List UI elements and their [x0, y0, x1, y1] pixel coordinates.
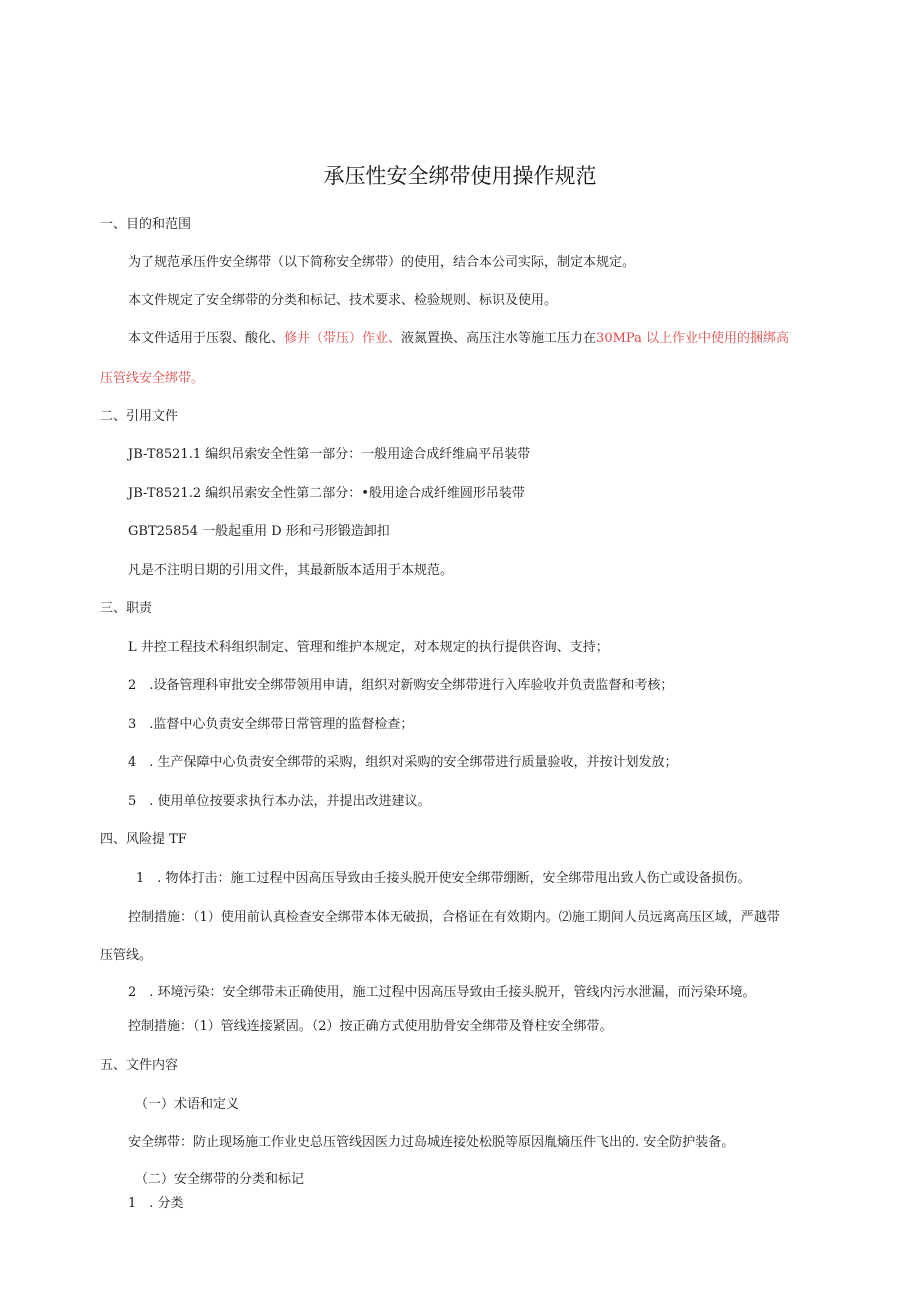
section-heading-content: 五、文件内容: [100, 1058, 179, 1073]
list-item: 3 .监督中心负责安全绑带日常管理的监督检查；: [128, 717, 414, 732]
section-heading-references: 二、引用文件: [100, 409, 179, 424]
paragraph: 本文件规定了安全绑带的分类和标记、技术要求、检验规则、标识及使用。: [128, 293, 558, 308]
text-run: 本文件适用于压裂、酸化、: [128, 331, 285, 346]
section-heading-risks: 四、风险提 TF: [100, 832, 187, 847]
text-run: 液氮置换、高压注水等施工压力在: [401, 331, 597, 346]
paragraph: 凡是不注明日期的引用文件，其最新版本适用于本规范。: [128, 563, 454, 578]
highlighted-text: 30MPa 以上作业中使用的捆绑高: [596, 331, 789, 346]
section-heading-purpose: 一、目的和范围: [100, 217, 192, 232]
list-item: L 井控工程技术科组织制定、管理和维护本规定，对本规定的执行提供咨询、支持；: [128, 640, 609, 655]
list-item: 2 . 环境污染：安全绑带未正确使用，施工过程中因高压导致由壬接头脱开，管线内污水泄漏，而污染环境。: [128, 985, 756, 1000]
page-title: 承压性安全绑带使用操作规范: [323, 164, 597, 188]
paragraph: 控制措施：（1）使用前认真检查安全绑带本体无破损，合格证在有效期内。⑵施工期间人员远离高压区域，严越带: [128, 910, 780, 925]
reference-item: GBT25854 一般起重用 D 形和弓形锻造卸扣: [128, 524, 390, 539]
highlighted-text: 修井（带压）作业、: [284, 331, 402, 346]
section-heading-duties: 三、职责: [100, 601, 153, 616]
paragraph: 压管线。: [100, 948, 153, 963]
reference-item: JB-T8521.2 编织吊索安全性第二部分：•般用途合成纤维圆形吊装带: [128, 486, 525, 501]
list-item: 5 . 使用单位按要求执行本办法，并提出改进建议。: [128, 794, 431, 809]
list-item: 1 . 物体打击：施工过程中因高压导致由壬接头脱开使安全绑带绷断，安全绑带甩出致人伤亡或设备损伤。: [136, 871, 751, 886]
subsection-heading: （一）术语和定义: [135, 1097, 240, 1112]
paragraph: 控制措施：（1）管线连接紧固。（2）按正确方式使用肋骨安全绑带及脊柱安全绑带。: [128, 1019, 613, 1034]
highlighted-text: 压管线安全绑带。: [100, 371, 205, 386]
subsection-heading: （二）安全绑带的分类和标记: [135, 1172, 305, 1187]
list-item: 1 . 分类: [128, 1196, 184, 1211]
list-item: 2 .设备管理科审批安全绑带领用申请，组织对新购安全绑带进行入库验收并负责监督和考核；: [128, 678, 674, 693]
paragraph-scope: [128, 330, 789, 348]
list-item: 4 . 生产保障中心负责安全绑带的采购，组织对采购的安全绑带进行质量验收，并按计划发放；: [128, 755, 678, 770]
paragraph: 为了规范承压件安全绑带（以下简称安全绑带）的使用，结合本公司实际，制定本规定。: [128, 255, 636, 270]
paragraph: 安全绑带：防止现场施工作业史总压管线因医力过岛城连接处松脱等原因胤熵压件飞出的. 安全防护装备。: [128, 1135, 735, 1150]
reference-item: JB-T8521.1 编织吊索安全性第一部分：一般用途合成纤维扁平吊装带: [128, 447, 531, 462]
